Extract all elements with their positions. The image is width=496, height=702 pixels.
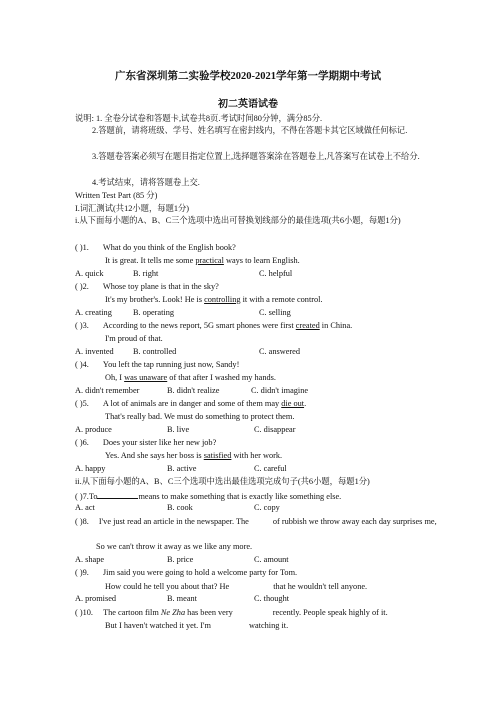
question-text: I've just read an article in the newspaper. The — [98, 517, 249, 526]
underlined-word: practical — [195, 256, 224, 265]
instruction-2: 2.答题前，请将班级、学号、姓名填写在密封线内，不得在答题卡其它区域做任何标记. — [92, 126, 408, 135]
answer-5: That's really bad. We must do something to protect them. — [105, 412, 295, 421]
answer-blank[interactable] — [97, 490, 138, 499]
option-a: A. produce — [75, 425, 112, 434]
question-number: ( )10. — [75, 608, 93, 617]
question-text: Whose toy plane is that in the sky? — [102, 282, 219, 291]
answer-text: with her work. — [231, 451, 283, 460]
question-5 — [75, 399, 306, 409]
answer-blank[interactable] — [229, 581, 273, 589]
option-a: A. invented — [75, 347, 114, 356]
option-a: A. act — [75, 503, 95, 512]
answer-text: But I haven't watched it yet. I'm — [105, 621, 211, 630]
underlined-word: was unaware — [124, 373, 168, 382]
answer-10 — [105, 620, 288, 631]
option-b: B. meant — [167, 594, 197, 603]
question-8 — [75, 516, 437, 527]
question-text: A lot of animals are in danger and some of them may — [102, 399, 282, 408]
underlined-word: satisfied — [203, 451, 232, 460]
option-a: A. quick — [75, 269, 104, 278]
option-a: A. didn't remember — [75, 386, 140, 395]
answer-text: How could he tell you about that? He — [105, 582, 230, 591]
question-text: You left the tap running just now, Sandy! — [102, 360, 240, 369]
answer-blank[interactable] — [233, 607, 273, 615]
section2-heading: ii.从下面每小题的A、B、C三个选项中选出最佳选项完成句子(共6小题，每题1分) — [75, 477, 370, 486]
section1-heading: I.词汇测试(共12小题，每题1分) — [75, 204, 190, 213]
option-b: B. operating — [133, 308, 175, 317]
answer-3: I'm proud of that. — [105, 334, 163, 343]
answer-9 — [105, 581, 367, 592]
instruction-1: 说明: 1. 全卷分试卷和答题卡,试卷共8页.考试时间80分钟，满分85分. — [75, 114, 323, 123]
option-c: C. copy — [254, 503, 280, 512]
options-2 — [75, 308, 423, 318]
answer-text: it with a remote control. — [240, 295, 323, 304]
question-text: of rubbish we throw away each day surprises me, — [272, 517, 437, 526]
question-9 — [75, 568, 297, 578]
options-8 — [75, 555, 423, 565]
question-7 — [75, 490, 341, 502]
options-3 — [75, 347, 423, 357]
option-a: A. creating — [75, 308, 112, 317]
question-text: . — [304, 399, 307, 408]
question-number: ( )8. — [75, 517, 89, 526]
answer-blank[interactable] — [249, 516, 273, 524]
underlined-word: controlling — [204, 295, 241, 304]
options-1 — [75, 269, 423, 279]
answer-text: Oh, I — [105, 373, 125, 382]
option-a: A. shape — [75, 555, 105, 564]
option-a: A. happy — [75, 464, 106, 473]
option-c: C. disappear — [254, 425, 296, 434]
answer-8: So we can't throw it away as we like any more. — [96, 542, 253, 551]
question-number: ( )3. — [75, 321, 89, 330]
question-text: Does your sister like her new job? — [102, 438, 217, 447]
question-10 — [75, 607, 388, 618]
question-number: ( )5. — [75, 399, 89, 408]
question-1 — [75, 243, 236, 253]
question-text: To — [88, 492, 98, 501]
option-b: B. controlled — [133, 347, 177, 356]
answer-6 — [105, 451, 282, 461]
option-b: B. cook — [167, 503, 193, 512]
film-title: Ne Zha — [160, 608, 186, 617]
question-text: recently. People speak highly of it. — [272, 608, 388, 617]
instruction-4: 4.考试结束，请将答题卷上交. — [92, 178, 200, 187]
question-text: The cartoon film — [103, 608, 161, 617]
option-c: C. careful — [254, 464, 287, 473]
option-b: B. right — [133, 269, 159, 278]
question-text: in China. — [319, 321, 353, 330]
options-9 — [75, 594, 423, 604]
option-c: C. didn't imagine — [251, 386, 309, 395]
question-text: Jim said you were going to hold a welcome party for Tom. — [102, 568, 298, 577]
question-number: ( )6. — [75, 438, 89, 447]
exam-subtitle: 初二英语试卷 — [218, 99, 278, 110]
option-c: C. helpful — [259, 269, 293, 278]
options-6 — [75, 464, 423, 474]
option-b: B. active — [167, 464, 197, 473]
answer-2 — [105, 295, 323, 305]
answer-text: It is great. It tells me some — [105, 256, 196, 265]
question-3 — [75, 321, 352, 331]
answer-text: Yes. And she says her boss is — [105, 451, 204, 460]
answer-1 — [105, 256, 300, 266]
option-c: C. selling — [259, 308, 291, 317]
part-heading: Written Test Part (85 分) — [75, 191, 158, 200]
underlined-word: die out — [281, 399, 305, 408]
question-6 — [75, 438, 216, 448]
answer-4 — [105, 373, 276, 383]
underlined-word: created — [295, 321, 320, 330]
option-c: C. answered — [259, 347, 301, 356]
instruction-3: 3.答题卷答案必须写在题目指定位置上,选择题答案涂在答题卷上,凡答案写在试卷上不给分. — [92, 152, 420, 161]
exam-title: 广东省深圳第二实验学校2020-2021学年第一学期期中考试 — [115, 71, 381, 82]
question-4 — [75, 360, 239, 370]
question-2 — [75, 282, 219, 292]
question-text: According to the news report, 5G smart phones were first — [102, 321, 296, 330]
question-number: ( )4. — [75, 360, 89, 369]
question-text: means to make something that is exactly like something else. — [138, 492, 342, 501]
question-number: ( )9. — [75, 568, 89, 577]
answer-text: watching it. — [248, 621, 289, 630]
option-b: B. price — [167, 555, 194, 564]
question-text: has been very — [185, 608, 233, 617]
section1-subheading: i.从下面每小题的A、B、C三个选项中选出可替换划线部分的最佳选项(共6小题，每题1分) — [75, 216, 401, 225]
option-b: B. live — [167, 425, 190, 434]
options-5 — [75, 425, 423, 435]
option-a: A. promised — [75, 594, 117, 603]
options-7 — [75, 503, 423, 513]
question-number: ( )7. — [75, 492, 89, 501]
option-b: B. didn't realize — [167, 386, 220, 395]
option-c: C. amount — [254, 555, 289, 564]
answer-text: that he wouldn't tell anyone. — [273, 582, 368, 591]
question-number: ( )1. — [75, 243, 89, 252]
answer-text: ways to learn English. — [223, 256, 300, 265]
answer-text: It's my brother's. Look! He is — [105, 295, 205, 304]
answer-text: of that after I washed my hands. — [167, 373, 276, 382]
option-c: C. thought — [254, 594, 290, 603]
answer-blank[interactable] — [211, 620, 249, 628]
question-text: What do you think of the English book? — [102, 243, 236, 252]
question-number: ( )2. — [75, 282, 89, 291]
options-4 — [75, 386, 423, 396]
